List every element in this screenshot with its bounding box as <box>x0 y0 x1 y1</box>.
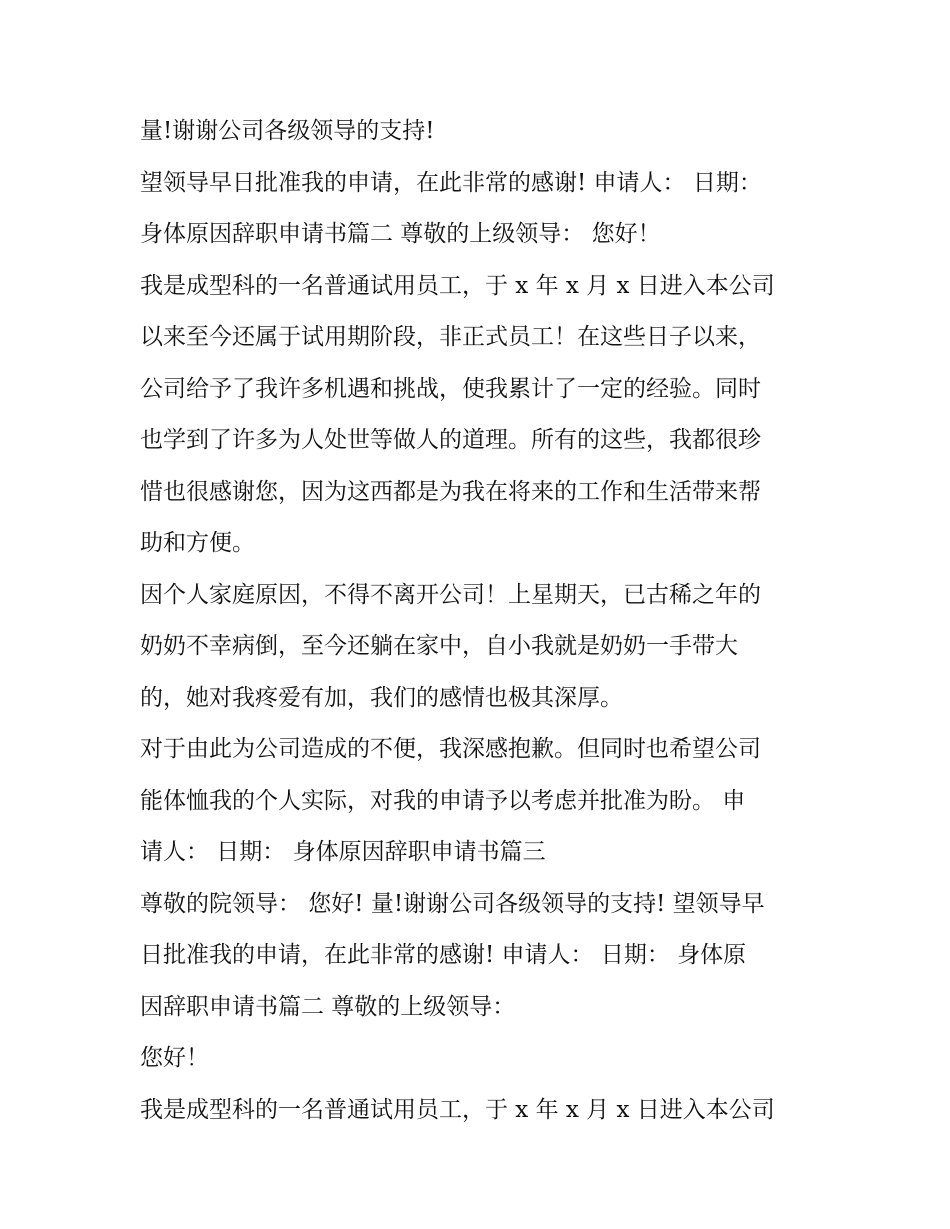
text-line: 量!谢谢公司各级领导的支持! <box>140 118 435 144</box>
text-line: 您好！ <box>140 1045 209 1071</box>
text-line: 的，她对我疼爱有加，我们的感情也极其深厚。 <box>140 684 623 711</box>
text-line: 奶奶不幸病倒，至今还躺在家中，自小我就是奶奶一手带大 <box>140 633 738 659</box>
text-line: 日批准我的申请，在此非常的感谢! 申请人： 日期： 身体原 <box>140 942 747 968</box>
text-line: 我是成型科的一名普通试用员工，于 x 年 x 月 x 日进入本公司 <box>140 272 775 299</box>
document-body <box>140 112 830 1142</box>
text-line: 请人： 日期： 身体原因辞职申请书篇三 <box>140 839 546 865</box>
text-line: 也学到了许多为人处世等做人的道理。所有的这些，我都很珍 <box>140 427 761 453</box>
text-line: 我是成型科的一名普通试用员工，于 x 年 x 月 x 日进入本公司 <box>140 1096 775 1123</box>
text-line: 助和方便。 <box>140 530 255 556</box>
text-line: 惜也很感谢您，因为这西都是为我在将来的工作和生活带来帮 <box>140 478 761 505</box>
text-line: 因个人家庭原因，不得不离开公司！上星期天，已古稀之年的 <box>140 581 761 608</box>
text-line: 公司给予了我许多机遇和挑战，使我累计了一定的经验。同时 <box>140 375 761 402</box>
text-line: 望领导早日批准我的申请，在此非常的感谢! 申请人： 日期： <box>140 169 762 196</box>
text-line: 因辞职申请书篇二 尊敬的上级领导： <box>140 993 516 1020</box>
text-line: 对于由此为公司造成的不便，我深感抱歉。但同时也希望公司 <box>140 736 761 762</box>
text-line: 以来至今还属于试用期阶段，非正式员工！在这些日子以来， <box>140 324 761 350</box>
text-line: 能体恤我的个人实际，对我的申请予以考虑并批准为盼。 申 <box>140 787 746 814</box>
text-line: 尊敬的院领导： 您好! 量!谢谢公司各级领导的支持! 望领导早 <box>140 890 765 917</box>
text-line: 身体原因辞职申请书篇二 尊敬的上级领导： 您好！ <box>140 221 661 247</box>
